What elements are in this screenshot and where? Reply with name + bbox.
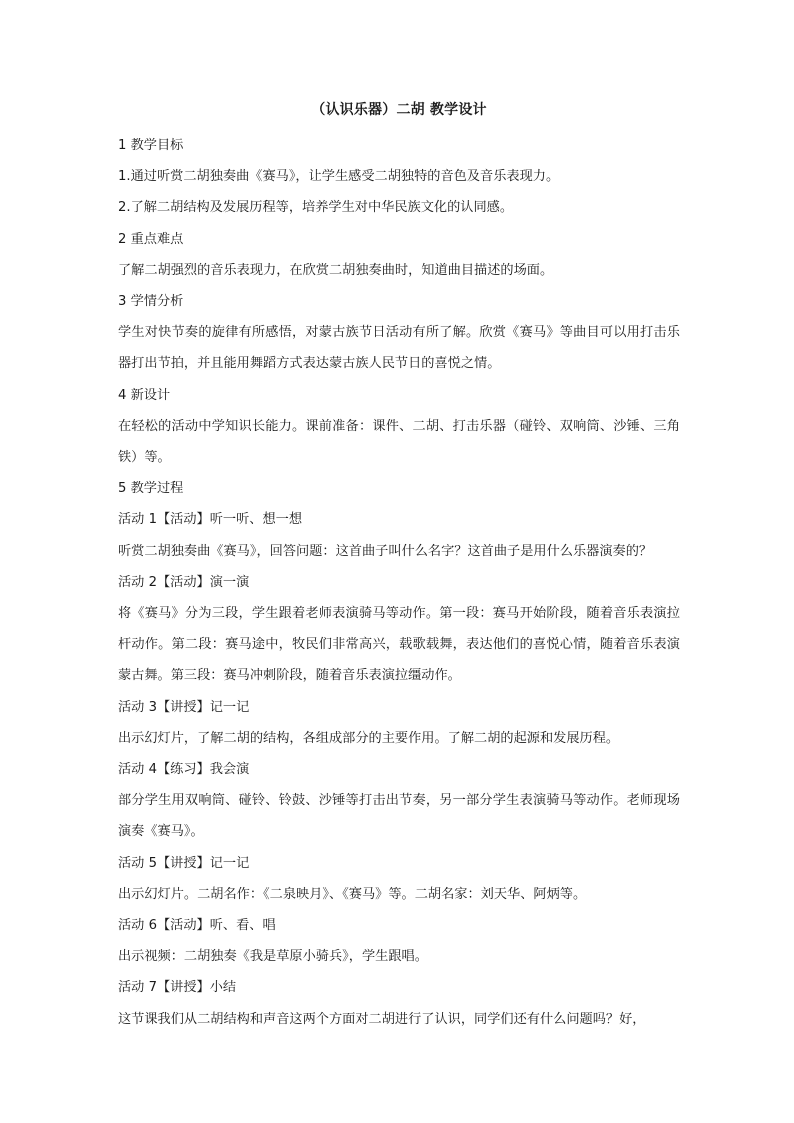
section-heading: 活动 6【活动】听、看、唱	[118, 918, 276, 934]
section-heading: 1 教学目标	[118, 138, 184, 153]
text-line: 了解二胡强烈的音乐表现力，在欣赏二胡独奏曲时，知道曲目描述的场面。	[118, 262, 554, 278]
text-line: 这节课我们从二胡结构和声音这两个方面对二胡进行了认识，同学们还有什么问题吗？好，	[118, 1011, 646, 1027]
text-line: 1.通过听赏二胡独奏曲《赛马》，让学生感受二胡独特的音色及音乐表现力。	[118, 169, 560, 185]
section-heading: 5 教学过程	[118, 481, 184, 497]
section-heading: 3 学情分析	[118, 294, 184, 310]
document-body	[118, 130, 680, 1035]
section-heading: 活动 5【讲授】记一记	[118, 855, 250, 871]
text-line: 出示幻灯片，了解二胡的结构，各组成部分的主要作用。了解二胡的起源和发展历程。	[118, 730, 620, 746]
section-heading: 活动 2【活动】演一演	[118, 574, 250, 590]
document-title: （认识乐器）二胡 教学设计	[311, 102, 487, 118]
section-heading: 活动 7【讲授】小结	[118, 980, 237, 996]
text-line: 听赏二胡独奏曲《赛马》，回答问题：这首曲子叫什么名字？这首曲子是用什么乐器演奏的？	[118, 543, 653, 559]
paragraph: 在轻松的活动中学知识长能力。课前准备：课件、二胡、打击乐器（碰铃、双响筒、沙锤、三角铁）等。	[118, 418, 680, 466]
text-line: 出示视频：二胡独奏《我是草原小骑兵》，学生跟唱。	[118, 949, 428, 965]
section-heading: 4 新设计	[118, 387, 171, 403]
text-line: 出示幻灯片。二胡名作：《二泉映月》、《赛马》等。二胡名家：刘天华、阿炳等。	[118, 886, 587, 902]
paragraph: 将《赛马》分为三段，学生跟着老师表演骑马等动作。第一段：赛马开始阶段，随着音乐表演拉杆动作。第二段：赛马途中，牧民们非常高兴，载歌载舞，表达他们的喜悦心情，随着音乐表演蒙古舞。第三段：赛马冲刺阶段，随着音乐表演拉缰动作。	[118, 606, 680, 684]
section-heading: 活动 4【练习】我会演	[118, 762, 250, 778]
paragraph: 部分学生用双响筒、碰铃、铃鼓、沙锤等打击出节奏，另一部分学生表演骑马等动作。老师现场演奏《赛马》。	[118, 793, 680, 840]
section-heading: 活动 3【讲授】记一记	[118, 699, 250, 715]
paragraph: 学生对快节奏的旋律有所感悟，对蒙古族节日活动有所了解。欣赏《赛马》等曲目可以用打击乐器打出节拍，并且能用舞蹈方式表达蒙古族人民节日的喜悦之情。	[118, 325, 680, 372]
section-heading: 活动 1【活动】听一听、想一想	[118, 512, 303, 528]
section-heading: 2 重点难点	[118, 231, 184, 247]
text-line: 2.了解二胡结构及发展历程等，培养学生对中华民族文化的认同感。	[118, 200, 514, 216]
document-page	[118, 100, 680, 1035]
